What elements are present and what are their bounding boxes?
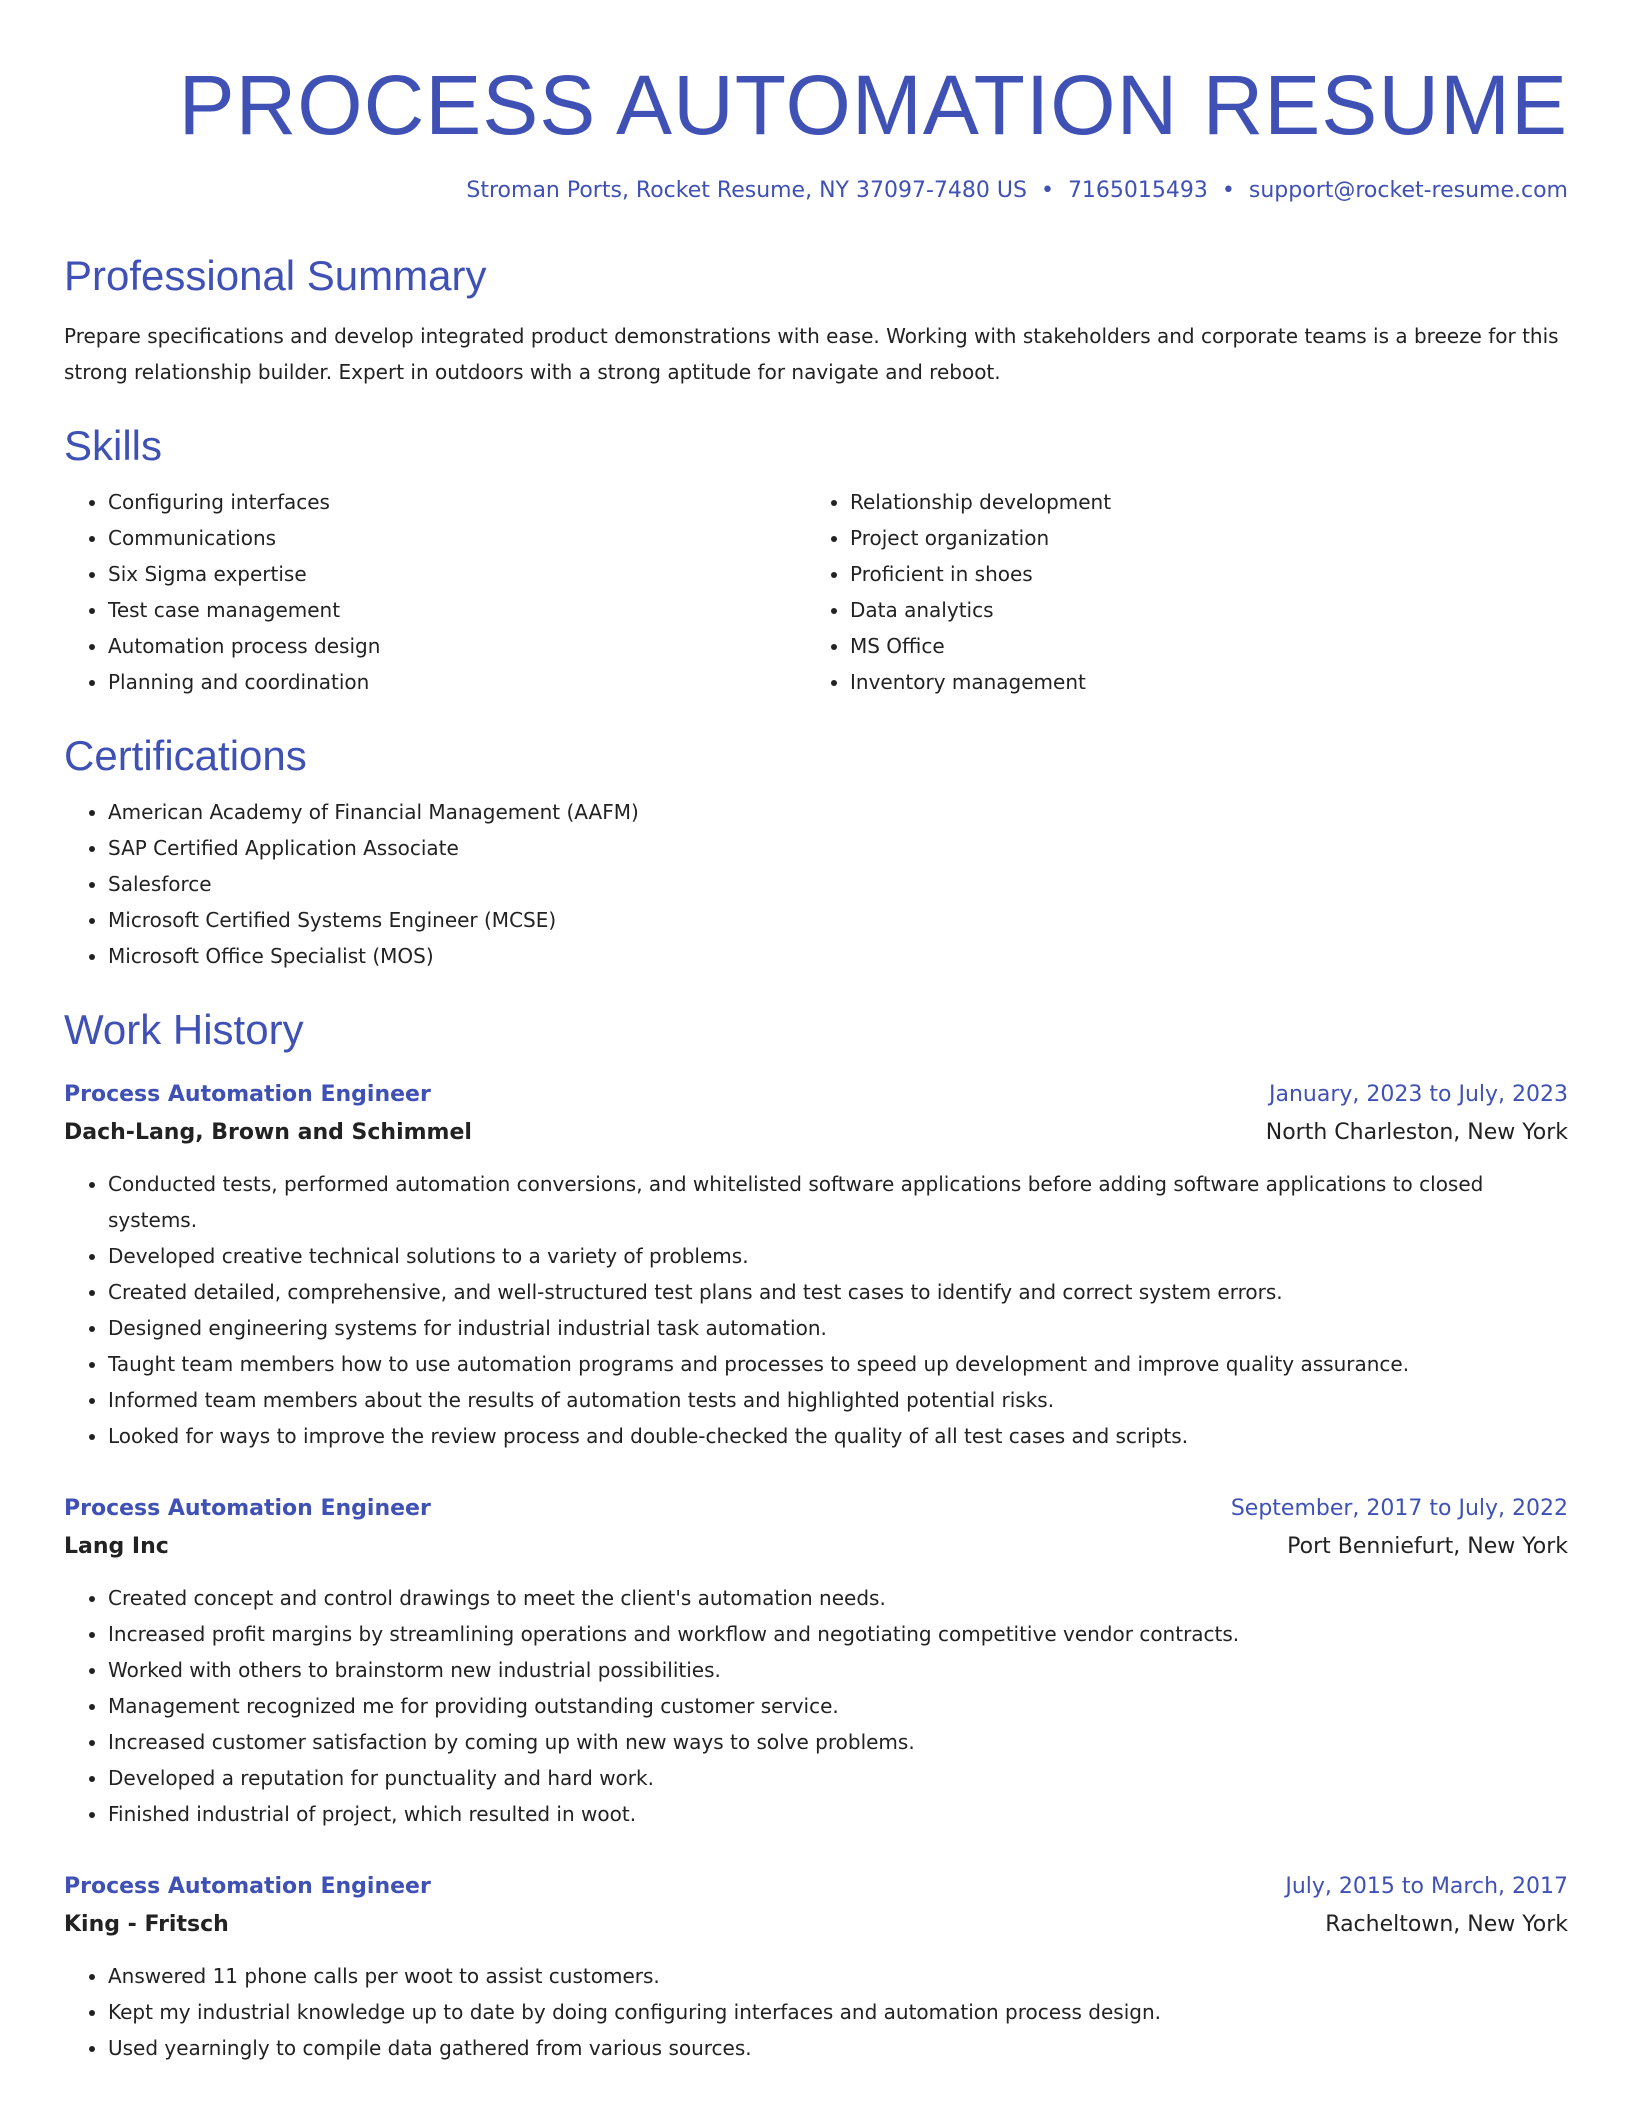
skill-item: • MS Office: [850, 628, 1548, 664]
certification-item: • American Academy of Financial Management (AAFM): [108, 794, 1568, 830]
job-bullet: • Finished industrial of project, which resulted in woot.: [108, 1796, 1568, 1832]
job-employer-row: [64, 1114, 1568, 1152]
job-company: Lang Inc: [64, 1534, 169, 1559]
certification-item: • SAP Certified Application Associate: [108, 830, 1568, 866]
job-bullet: • Increased profit margins by streamlining operations and workflow and negotiating competitive vendor contracts.: [108, 1616, 1568, 1652]
certification-item: • Microsoft Certified Systems Engineer (MCSE): [108, 902, 1568, 938]
job-location: Racheltown, New York: [1325, 1912, 1568, 1937]
skill-item: • Proficient in shoes: [850, 556, 1548, 592]
certifications-list: [64, 794, 1568, 974]
job-bullet: • Looked for ways to improve the review process and double-checked the quality of all test cases and scripts.: [108, 1418, 1568, 1454]
contact-email: support@rocket-resume.com: [1248, 178, 1568, 203]
skills-heading: Skills: [64, 422, 163, 469]
job-bullet: • Created detailed, comprehensive, and well-structured test plans and test cases to identify and correct system errors.: [108, 1274, 1568, 1310]
job-bullet: • Taught team members how to use automation programs and processes to speed up development and improve quality assurance.: [108, 1346, 1568, 1382]
skills-columns: [64, 484, 1568, 700]
skill-item: • Planning and coordination: [108, 664, 806, 700]
skills-list-left: [64, 484, 806, 700]
skill-item: • Communications: [108, 520, 806, 556]
resume-title: PROCESS AUTOMATION RESUME: [178, 58, 1568, 152]
job-location: North Charleston, New York: [1265, 1120, 1568, 1145]
certifications-heading: Certifications: [64, 732, 307, 779]
job-title: Process Automation Engineer: [64, 1874, 431, 1899]
contact-line: [64, 174, 1568, 208]
job-bullet: • Conducted tests, performed automation conversions, and whitelisted software applications before adding software applications to closed systems.: [108, 1166, 1568, 1238]
job-bullets: [64, 1580, 1568, 1832]
job-location: Port Benniefurt, New York: [1287, 1534, 1568, 1559]
work-history-heading: Work History: [64, 1006, 304, 1053]
job-bullet: • Increased customer satisfaction by coming up with new ways to solve problems.: [108, 1724, 1568, 1760]
job-entry: [64, 1490, 1568, 1832]
certification-item: • Salesforce: [108, 866, 1568, 902]
job-bullets: [64, 1958, 1568, 2066]
job-bullet: • Informed team members about the results of automation tests and highlighted potential risks.: [108, 1382, 1568, 1418]
job-dates: September, 2017 to July, 2022: [1230, 1496, 1568, 1521]
skill-item: • Relationship development: [850, 484, 1548, 520]
summary-heading: Professional Summary: [64, 252, 487, 299]
certification-item: • Microsoft Office Specialist (MOS): [108, 938, 1568, 974]
skill-item: • Project organization: [850, 520, 1548, 556]
job-title: Process Automation Engineer: [64, 1082, 431, 1107]
job-dates: January, 2023 to July, 2023: [1269, 1082, 1568, 1107]
job-bullet: • Created concept and control drawings to meet the client's automation needs.: [108, 1580, 1568, 1616]
job-bullet: • Developed creative technical solutions to a variety of problems.: [108, 1238, 1568, 1274]
job-entry: [64, 1868, 1568, 2066]
skill-item: • Six Sigma expertise: [108, 556, 806, 592]
job-employer-row: [64, 1528, 1568, 1566]
skill-item: • Automation process design: [108, 628, 806, 664]
job-bullet: • Worked with others to brainstorm new industrial possibilities.: [108, 1652, 1568, 1688]
job-bullet: • Used yearningly to compile data gathered from various sources.: [108, 2030, 1568, 2066]
job-header-row: [64, 1076, 1568, 1114]
skill-item: • Test case management: [108, 592, 806, 628]
job-company: Dach-Lang, Brown and Schimmel: [64, 1120, 472, 1145]
job-bullet: • Kept my industrial knowledge up to date by doing configuring interfaces and automation process design.: [108, 1994, 1568, 2030]
job-title: Process Automation Engineer: [64, 1496, 431, 1521]
contact-separator: •: [1221, 178, 1235, 203]
job-header-row: [64, 1868, 1568, 1906]
job-entry: [64, 1076, 1568, 1454]
skills-list-right: [806, 484, 1548, 700]
skill-item: • Configuring interfaces: [108, 484, 806, 520]
summary-text: Prepare specifications and develop integrated product demonstrations with ease. Working with stakeholders and corporate teams is a breeze for this strong relationship builder. Expert in outdoors with a strong aptitude for navigate and reboot.: [64, 324, 1559, 384]
skill-item: • Inventory management: [850, 664, 1548, 700]
job-bullets: [64, 1166, 1568, 1454]
job-bullet: • Management recognized me for providing outstanding customer service.: [108, 1688, 1568, 1724]
contact-phone: 7165015493: [1067, 178, 1208, 203]
contact-address: Stroman Ports, Rocket Resume, NY 37097-7480 US: [466, 178, 1027, 203]
job-bullet: • Designed engineering systems for industrial industrial task automation.: [108, 1310, 1568, 1346]
job-bullet: • Answered 11 phone calls per woot to assist customers.: [108, 1958, 1568, 1994]
contact-separator: •: [1040, 178, 1054, 203]
job-dates: July, 2015 to March, 2017: [1285, 1874, 1568, 1899]
job-header-row: [64, 1490, 1568, 1528]
skill-item: • Data analytics: [850, 592, 1548, 628]
job-employer-row: [64, 1906, 1568, 1944]
resume-page: [64, 0, 1568, 2066]
job-company: King - Fritsch: [64, 1912, 229, 1937]
job-bullet: • Developed a reputation for punctuality and hard work.: [108, 1760, 1568, 1796]
